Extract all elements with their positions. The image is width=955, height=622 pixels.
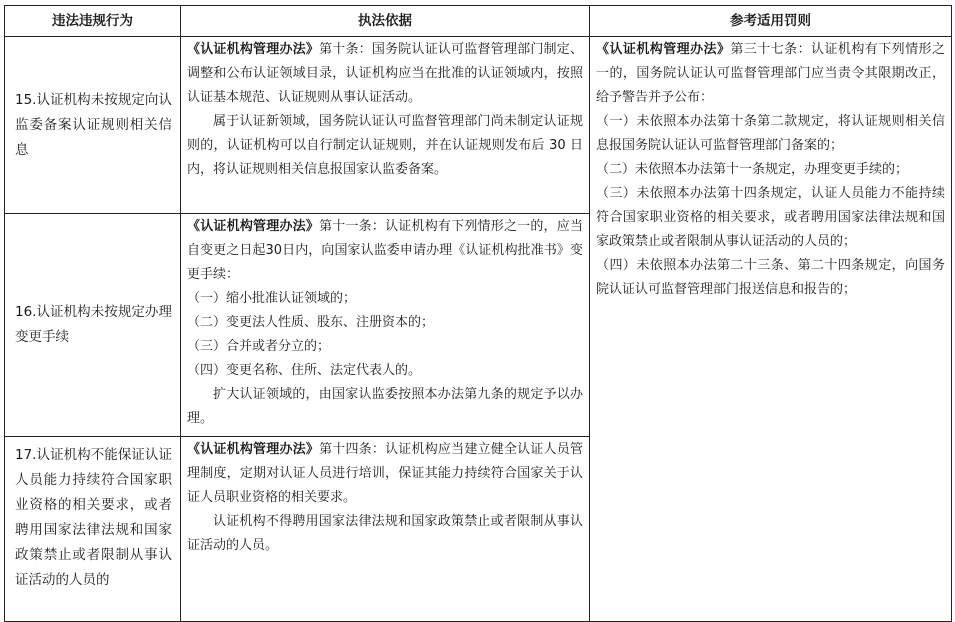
basis-text: 属于认证新领域，国务院认证认可监督管理部门尚未制定认证规则的，认证机构可以自行制定认证规则，并在认证规则发布后 30 日内，将认证规则相关信息报国家认监委备案。 xyxy=(187,114,583,177)
basis-text: 第十条：国务院认证认可监督管理部门制定、调整和公布认证领域目录，认证机构应当在批准的认证领域内，按照认证基本规范、认证规则从事认证活动。 xyxy=(187,42,583,105)
basis-cell xyxy=(181,437,590,622)
penalty-item: （三）未依照本办法第十四条规定，认证人员能力不能持续符合国家职业资格的相关要求，或者聘用国家法律法规和国家政策禁止或者限制从事认证活动的人员的； xyxy=(596,186,945,249)
basis-paragraph: 扩大认证领域的，由国家认监委按照本办法第九条的规定予以办理。 xyxy=(187,387,583,426)
basis-text: 第十四条：认证机构应当建立健全认证人员管理制度，定期对认证人员进行培训，保证其能力持续符合国家关于认证人员职业资格的相关要求。 xyxy=(187,442,583,505)
behavior-cell xyxy=(5,37,181,214)
basis-text: 第十一条：认证机构有下列情形之一的，应当自变更之日起30日内，向国家认监委申请办理《认证机构批准书》变更手续： xyxy=(187,219,583,282)
basis-paragraph xyxy=(187,38,583,110)
law-title: 《认证机构管理办法》 xyxy=(187,42,320,57)
penalty-cell xyxy=(590,37,952,622)
penalty-text: 第三十七条：认证机构有下列情形之一的，国务院认证认可监督管理部门应当责令其限期改正，给予警告并予公布： xyxy=(596,42,945,105)
penalty-paragraph xyxy=(596,38,945,110)
basis-paragraph: 认证机构不得聘用国家法律法规和国家政策禁止或者限制从事认证活动的人员。 xyxy=(187,514,583,553)
behavior-text: 17.认证机构不能保证认证人员能力持续符合国家职业资格的相关要求，或者聘用国家法律法规和国家政策禁止或者限制从事认证活动的人员的 xyxy=(15,447,172,588)
law-title: 《认证机构管理办法》 xyxy=(596,42,731,57)
basis-paragraph xyxy=(187,110,583,182)
behavior-text: 16.认证机构未按规定办理变更手续 xyxy=(15,304,172,345)
table-row xyxy=(5,37,952,214)
behavior-cell xyxy=(5,437,181,622)
basis-paragraph xyxy=(187,215,583,287)
header-basis: 执法依据 xyxy=(181,6,590,37)
basis-item: （四）变更名称、住所、法定代表人的。 xyxy=(187,363,422,378)
table-header-row xyxy=(5,6,952,37)
law-title: 《认证机构管理办法》 xyxy=(187,219,320,234)
basis-item: （二）变更法人性质、股东、注册资本的； xyxy=(187,315,435,330)
basis-item: （三）合并或者分立的； xyxy=(187,339,331,354)
header-penalty: 参考适用罚则 xyxy=(590,6,952,37)
behavior-text: 15.认证机构未按规定向认监委备案认证规则相关信息 xyxy=(15,91,172,158)
header-behavior: 违法违规行为 xyxy=(5,6,181,37)
basis-paragraph xyxy=(187,438,583,510)
regulation-table xyxy=(4,5,952,622)
penalty-item: （二）未依照本办法第十一条规定，办理变更手续的； xyxy=(596,162,909,177)
basis-item: （一）缩小批准认证领域的； xyxy=(187,291,357,306)
behavior-cell xyxy=(5,214,181,437)
penalty-item: （四）未依照本办法第二十三条、第二十四条规定，向国务院认证认可监督管理部门报送信息和报告的； xyxy=(596,258,945,297)
penalty-item: （一）未依照本办法第十条第二款规定，将认证规则相关信息报国务院认证认可监督管理部门备案的； xyxy=(596,114,945,153)
basis-cell xyxy=(181,214,590,437)
law-title: 《认证机构管理办法》 xyxy=(187,442,320,457)
basis-cell xyxy=(181,37,590,214)
